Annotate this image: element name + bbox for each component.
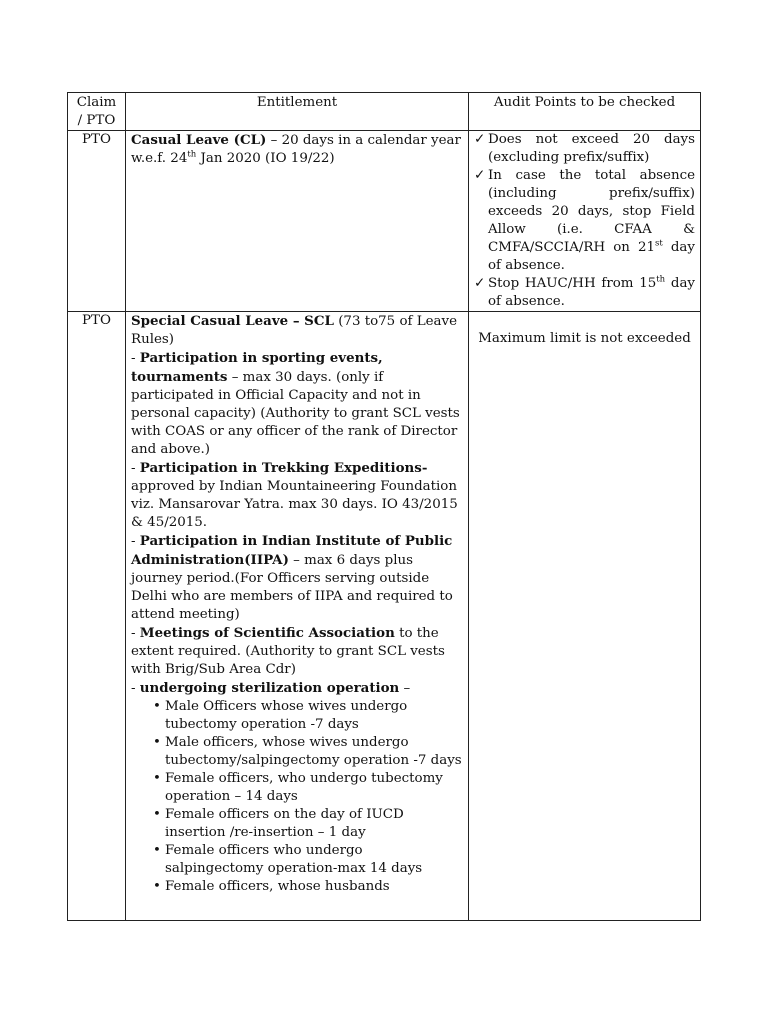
scl-item-title: Participation in Trekking Expeditions- (139, 460, 428, 476)
entry-superscript: th (187, 149, 197, 160)
bullet-icon: • (153, 699, 161, 714)
special-casual-leave-entry (131, 312, 463, 349)
scl-item-text: – max 30 days. (only if participated in Official Capacity and not in personal capacity) (Authority to grant SCL vests with COAS or any officer of the rank of Director and above.) (131, 370, 460, 457)
bullet-icon: • (153, 843, 161, 858)
table-row (68, 131, 701, 312)
scl-item-title: undergoing sterilization operation (139, 680, 400, 696)
sterilization-bullet-list (131, 698, 463, 896)
list-item-text: Male Officers whose wives undergo tubectomy operation -7 days (165, 699, 408, 732)
audit-point-superscript: th (656, 274, 666, 285)
dash-prefix: - (131, 626, 140, 641)
audit-cell (469, 131, 701, 312)
header-entitlement: Entitlement (126, 93, 469, 131)
scl-item-text: approved by Indian Mountaineering Foundation viz. Mansarovar Yatra. max 30 days. IO 43/2015 & 45/2015. (131, 479, 458, 530)
entry-text: (73 to75 of Leave Rules) (131, 314, 458, 347)
audit-point-text: Maximum limit is not exceeded (478, 331, 691, 346)
claim-cell: PTO (68, 312, 126, 921)
scl-item-text: – (399, 681, 411, 696)
list-item-text: Female officers, whose husbands (165, 879, 390, 894)
entry-text: Jan 2020 (IO 19/22) (196, 151, 335, 166)
header-claim: Claim / PTO (68, 93, 126, 131)
scl-item-title: Participation in Indian Institute of Public Administration(IIPA) (131, 533, 453, 568)
scl-item-title: Participation in sporting events, tournaments (131, 350, 383, 385)
scl-item (131, 624, 463, 679)
list-item (153, 734, 463, 770)
scl-item (131, 679, 463, 698)
bullet-icon: • (153, 771, 161, 786)
audit-table (67, 92, 701, 921)
list-item (153, 806, 463, 842)
list-item (153, 698, 463, 734)
list-item (153, 770, 463, 806)
list-item (153, 878, 463, 896)
bullet-icon: • (153, 735, 161, 750)
audit-point-text: Does not exceed 20 days (excluding prefix/suffix) (488, 132, 695, 165)
scl-item (131, 349, 463, 459)
audit-point-text: day of absence. (488, 276, 695, 309)
entry-text: – 20 days in a calendar year w.e.f. 24 (131, 133, 461, 166)
scl-item (131, 532, 463, 624)
entitlement-cell (126, 131, 469, 312)
audit-point-superscript: st (655, 238, 663, 249)
list-item-text: Female officers, who undergo tubectomy operation – 14 days (165, 771, 443, 804)
claim-cell: PTO (68, 131, 126, 312)
bullet-icon: • (153, 807, 161, 822)
entry-title: Special Casual Leave – SCL (131, 313, 334, 329)
list-item (153, 842, 463, 878)
audit-point (474, 275, 695, 311)
checkmark-icon: ✓ (474, 132, 486, 147)
casual-leave-entry (131, 131, 463, 168)
audit-point (474, 131, 695, 167)
header-row (68, 93, 701, 131)
audit-point-text: In case the total absence (including prefix/suffix) exceeds 20 days, stop Field Allow (i.e. CFAA & CMFA/SCCIA/RH on 21 (488, 168, 695, 255)
dash-prefix: - (131, 351, 140, 366)
scl-item-title: Meetings of Scientific Association (139, 625, 395, 641)
dash-prefix: - (131, 534, 140, 549)
scl-item-text: to the extent required. (Authority to grant SCL vests with Brig/Sub Area Cdr) (131, 626, 445, 677)
list-item-text: Male officers, whose wives undergo tubectomy/salpingectomy operation -7 days (165, 735, 462, 768)
audit-point-text: Stop HAUC/HH from 15 (488, 276, 657, 291)
list-item-text: Female officers on the day of IUCD insertion /re-insertion – 1 day (165, 807, 404, 840)
audit-point-text: day of absence. (488, 240, 695, 273)
header-audit-points: Audit Points to be checked (469, 93, 701, 131)
audit-checklist (474, 131, 695, 311)
entitlement-cell (126, 312, 469, 921)
scl-item (131, 459, 463, 532)
dash-prefix: - (131, 461, 140, 476)
checkmark-icon: ✓ (474, 168, 486, 183)
audit-cell (469, 312, 701, 921)
list-item-text: Female officers who undergo salpingectomy operation-max 14 days (165, 843, 423, 876)
dash-prefix: - (131, 681, 140, 696)
audit-point (474, 167, 695, 275)
scl-item-text: – max 6 days plus journey period.(For Officers serving outside Delhi who are members of IIPA and required to attend meeting) (131, 553, 453, 622)
entry-title: Casual Leave (CL) (131, 132, 267, 148)
bullet-icon: • (153, 879, 161, 894)
table-row (68, 312, 701, 921)
checkmark-icon: ✓ (474, 276, 486, 291)
